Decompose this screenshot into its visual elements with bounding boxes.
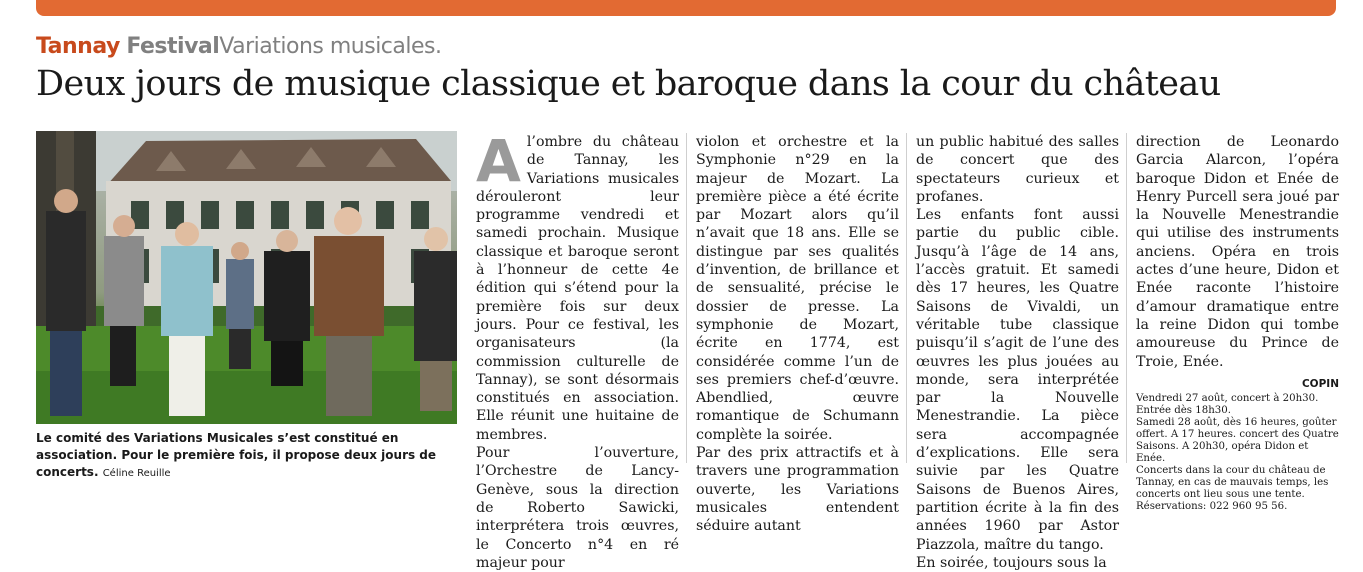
article-paragraph bbox=[476, 127, 679, 444]
column-rule bbox=[686, 133, 687, 463]
group-photo bbox=[36, 131, 457, 424]
info-line: Vendredi 27 août, concert à 20h30. Entrée dès 18h30. bbox=[1136, 393, 1319, 417]
info-line: Samedi 28 août, dès 16 heures, goûter offert. A 17 heures. concert des Quatre Saisons. A 20h30, opéra Didon et Enée. bbox=[1136, 417, 1339, 465]
kicker-subtitle: Variations musicales. bbox=[219, 34, 442, 59]
article-text: l’ombre du château de Tannay, les Variations musicales dérouleront leur programme vendredi et samedi prochain. Musique classique et baroque seront à l’honneur de cette 4e édition qui s’étend pour la première fois sur deux jours. Pour ce festival, les organisateurs (la commission culturelle de Tannay), se sont désormais constitués en association. Elle réunit une huitaine de membres. bbox=[476, 134, 679, 443]
column-rule bbox=[1126, 133, 1127, 463]
article-column-2 bbox=[696, 133, 899, 536]
section-color-bar bbox=[36, 0, 1336, 16]
kicker-festival: Festival bbox=[126, 34, 220, 59]
article-paragraph: violon et orchestre et la Symphonie n°29 en la majeur de Mozart. La première pièce a été écrite par Mozart alors qu’il n’avait que 18 ans. Elle se distingue par ses qualités d’invention, de brillance et de sensualité, précise le dossier de presse. La symphonie de Mozart, écrite en 1774, est considérée comme l’un de ses premiers chef-d’œuvre. Abendlied, œuvre romantique de Schumann complète la soirée. bbox=[696, 134, 899, 443]
author-signature: COPIN bbox=[1301, 377, 1339, 390]
article-paragraph: Les enfants font aussi partie du public cible. Jusqu’à l’âge de 14 ans, l’accès gratuit. Et samedi dès 17 heures, les Quatre Saisons de Vivaldi, un véritable tube classique puisqu’il s’agit de l’une des œuvres les plus jouées au monde, sera interprétée par la Nouvelle Menestrandie. La pièce sera accompagnée d’explications. Elle sera suivie par les Quatre Saisons de Buenos Aires, partition écrite à la fin des années 1960 par Astor Piazzola, maître du tango. bbox=[916, 207, 1119, 553]
event-info-box bbox=[1136, 393, 1339, 513]
photo-credit: Céline Reuille bbox=[102, 468, 171, 479]
article-column-4 bbox=[1136, 133, 1339, 513]
column-rule bbox=[906, 133, 907, 463]
info-line: Concerts dans la cour du château de Tannay, en cas de mauvais temps, les concerts ont lieu sous une tente. Réservations: 022 960 95 56. bbox=[1136, 465, 1329, 513]
drop-cap: A bbox=[476, 127, 521, 195]
kicker-location: Tannay bbox=[36, 34, 120, 59]
article-column-3 bbox=[916, 133, 1119, 572]
article-paragraph: un public habitué des salles de concert que des spectateurs curieux et profanes. bbox=[916, 134, 1119, 205]
headline: Deux jours de musique classique et baroque dans la cour du château bbox=[36, 64, 1221, 104]
group-photo-illustration bbox=[36, 131, 457, 424]
photo-caption bbox=[36, 430, 461, 482]
article-column-1 bbox=[476, 127, 679, 572]
article-paragraph: Par des prix attractifs et à travers une programmation ouverte, les Variations musicales entendent séduire autant bbox=[696, 445, 899, 535]
article-paragraph: direction de Leonardo Garcia Alarcon, l’opéra baroque Didon et Enée de Henry Purcell sera joué par la Nouvelle Menestrandie qui utilise des instruments anciens. Opéra en trois actes d’une heure, Didon et Enée raconte l’histoire d’amour dramatique entre la reine Didon qui tombe amoureuse du Prince de Troie, Enée. bbox=[1136, 134, 1339, 370]
kicker bbox=[36, 34, 441, 59]
photo-caption-text: Le comité des Variations Musicales s’est constitué en association. Pour le première fois, il propose deux jours de concerts. bbox=[36, 431, 437, 479]
article-paragraph: En soirée, toujours sous la bbox=[916, 554, 1107, 571]
article-paragraph: Pour l’ouverture, l’Orchestre de Lancy-Genève, sous la direction de Roberto Sawicki, interprétera trois œuvres, le Concerto n°4 en ré majeur pour bbox=[476, 445, 679, 571]
